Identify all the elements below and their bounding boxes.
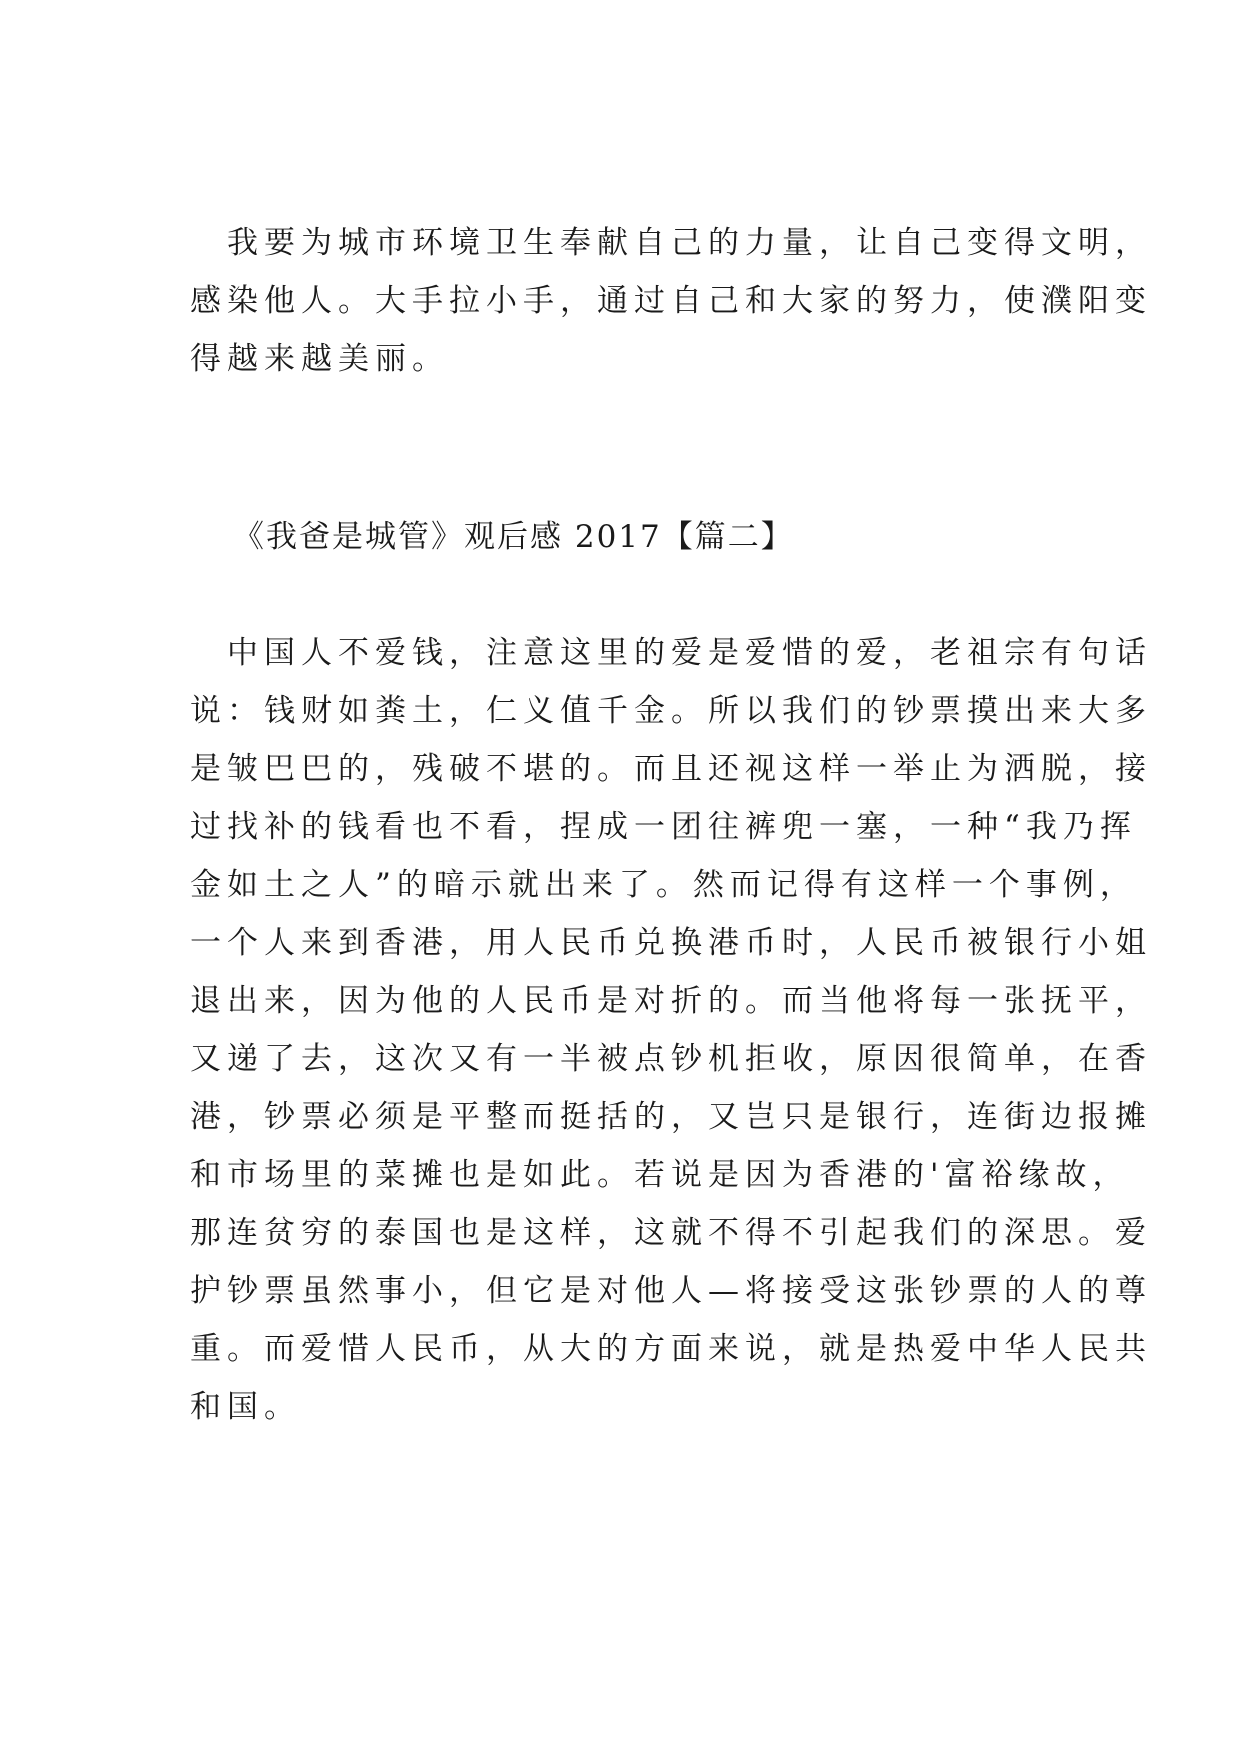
paragraph-line: 过找补的钱看也不看，捏成一团往裤兜一塞，一种“我乃挥 (190, 809, 1137, 845)
paragraph-line: 一个人来到香港，用人民币兑换港币时，人民币被银行小姐 (190, 925, 1152, 961)
paragraph-line: 港，钞票必须是平整而挺括的，又岂只是银行，连街边报摊 (190, 1099, 1152, 1135)
section-heading: 《我爸是城管》观后感 2017【篇二】 (233, 519, 794, 555)
paragraph-line: 又递了去，这次又有一半被点钞机拒收，原因很简单，在香 (190, 1041, 1152, 1077)
paragraph-line: 金如土之人”的暗示就出来了。然而记得有这样一个事例， (190, 867, 1137, 903)
paragraph-line: 感染他人。大手拉小手，通过自己和大家的努力，使濮阳变 (190, 283, 1152, 319)
paragraph-line: 退出来，因为他的人民币是对折的。而当他将每一张抚平， (190, 983, 1152, 1019)
paragraph-line: 那连贫穷的泰国也是这样，这就不得不引起我们的深思。爱 (190, 1215, 1152, 1251)
paragraph-line: 是皱巴巴的，残破不堪的。而且还视这样一举止为洒脱，接 (190, 751, 1152, 787)
paragraph-line: 我要为城市环境卫生奉献自己的力量，让自己变得文明， (190, 225, 1152, 261)
paragraph-line: 护钞票虽然事小，但它是对他人—将接受这张钞票的人的尊 (190, 1273, 1152, 1309)
paragraph-line: 和国。 (190, 1389, 301, 1425)
paragraph-line: 中国人不爱钱，注意这里的爱是爱惜的爱，老祖宗有句话 (190, 635, 1152, 671)
paragraph-line: 说：钱财如粪土，仁义值千金。所以我们的钞票摸出来大多 (190, 693, 1152, 729)
paragraph-line: 得越来越美丽。 (190, 341, 449, 377)
paragraph-line: 和市场里的菜摊也是如此。若说是因为香港的'富裕缘故， (190, 1157, 1130, 1193)
paragraph-money (190, 624, 1152, 1436)
paragraph-environment (190, 214, 1152, 388)
paragraph-line: 重。而爱惜人民币，从大的方面来说，就是热爱中华人民共 (190, 1331, 1152, 1367)
